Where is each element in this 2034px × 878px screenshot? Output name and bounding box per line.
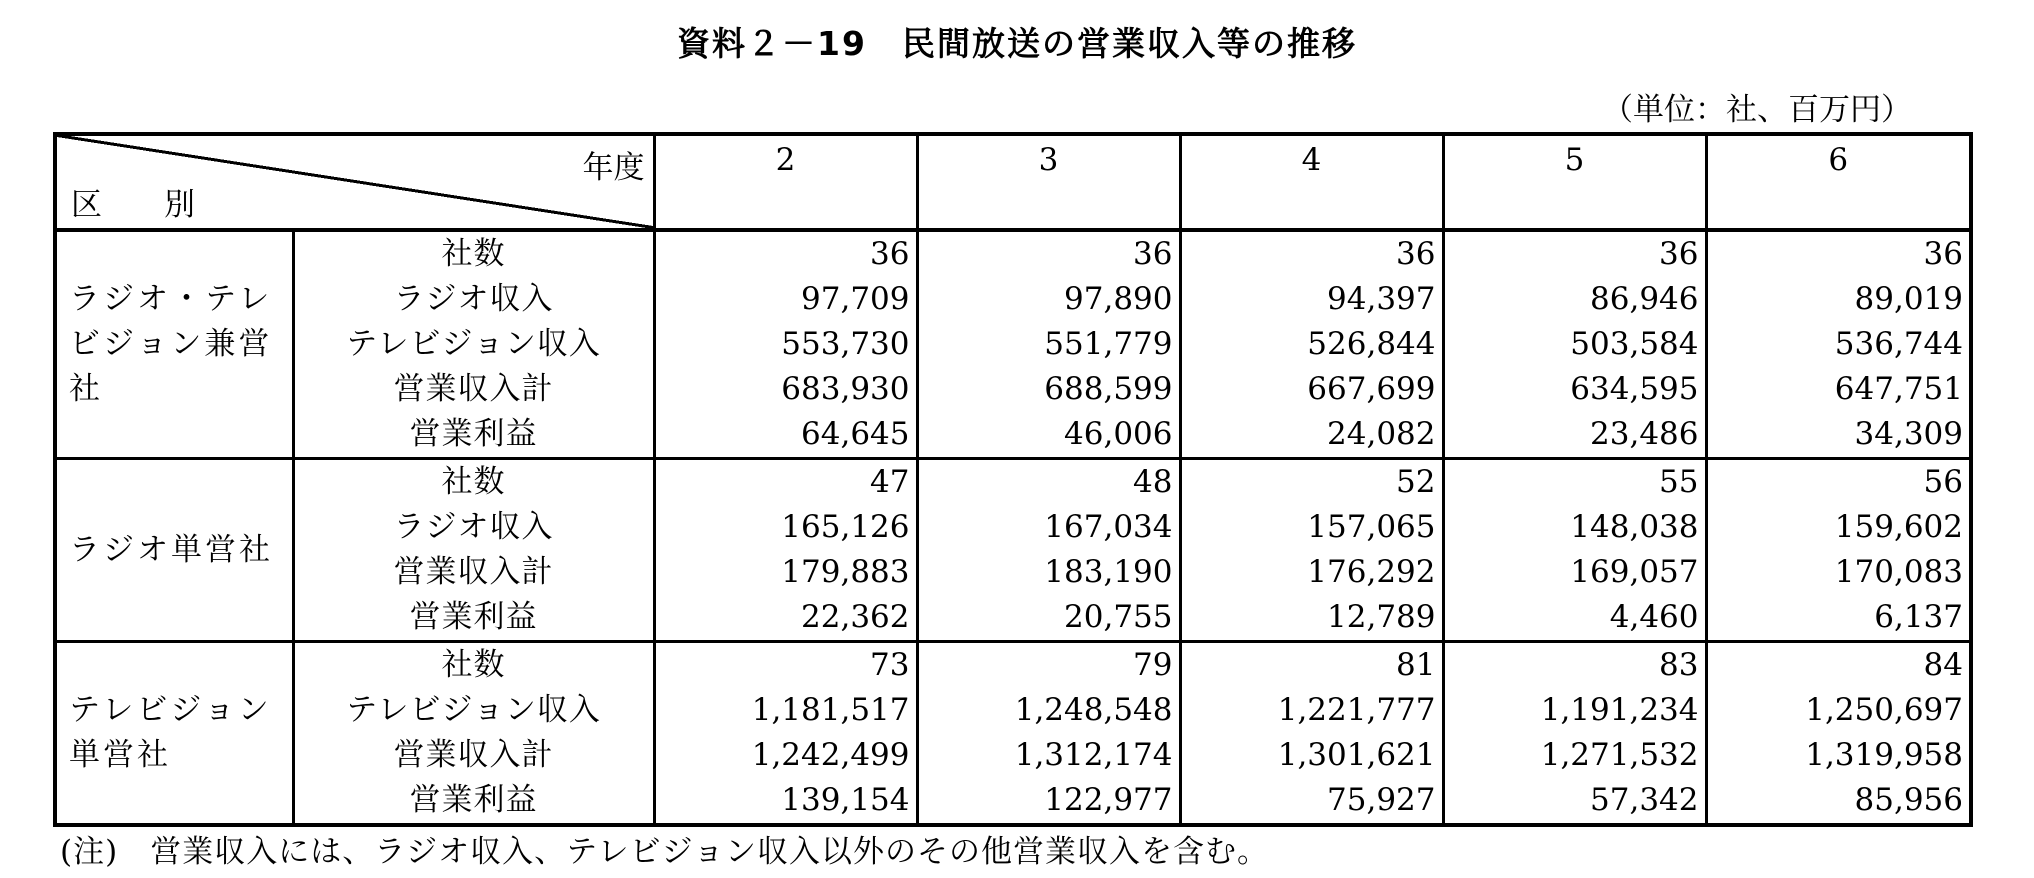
value-cell: 688,599 [917,367,1180,412]
table-row [55,505,1971,550]
header-corner-cell [55,134,654,230]
value-cell: 157,065 [1180,505,1443,550]
header-row [55,134,1971,230]
row-label: 営業収入計 [393,737,554,773]
table-row [55,459,1971,506]
value-cell: 165,126 [654,505,917,550]
value-cell: 46,006 [917,412,1180,459]
unit-label: （単位：社、百万円） [1602,92,1912,128]
year-header: 6 [1706,134,1971,230]
row-label: 営業収入計 [393,371,554,407]
category-header-label: 区 別 [71,187,195,223]
value-cell: 148,038 [1443,505,1706,550]
value-cell: 169,057 [1443,550,1706,595]
table-row [55,778,1971,825]
table-row [55,550,1971,595]
year-header: 3 [917,134,1180,230]
value-cell: 4,460 [1443,595,1706,642]
table-row [55,595,1971,642]
row-label: テレビジョン収入 [346,692,601,728]
value-cell: 139,154 [654,778,917,825]
value-cell: 97,890 [917,277,1180,322]
row-label: 営業利益 [293,412,654,459]
row-label: 社数 [441,464,506,500]
value-cell: 89,019 [1706,277,1971,322]
value-cell: 36 [1443,230,1706,277]
value-cell: 86,946 [1443,277,1706,322]
value-cell: 22,362 [654,595,917,642]
year-header: 2 [654,134,917,230]
value-cell: 170,083 [1706,550,1971,595]
value-cell: 634,595 [1443,367,1706,412]
value-cell: 12,789 [1180,595,1443,642]
value-cell: 81 [1180,642,1443,689]
value-cell: 1,271,532 [1443,733,1706,778]
page-title: 資料２－19 民間放送の営業収入等の推移 [677,24,1357,63]
value-cell: 503,584 [1443,322,1706,367]
value-cell: 526,844 [1180,322,1443,367]
value-cell: 647,751 [1706,367,1971,412]
value-cell: 84 [1706,642,1971,689]
table-row [55,277,1971,322]
row-label: 営業利益 [293,595,654,642]
table-row [55,367,1971,412]
value-cell: 183,190 [917,550,1180,595]
value-cell: 73 [654,642,917,689]
value-cell: 79 [917,642,1180,689]
value-cell: 57,342 [1443,778,1706,825]
table-row [55,322,1971,367]
year-header: 4 [1180,134,1443,230]
value-cell: 24,082 [1180,412,1443,459]
value-cell: 1,221,777 [1180,688,1443,733]
group-label: ラジオ・テレビジョン兼営社 [55,230,293,459]
value-cell: 75,927 [1180,778,1443,825]
value-cell: 1,248,548 [917,688,1180,733]
value-cell: 551,779 [917,322,1180,367]
table-body [55,230,1971,825]
value-cell: 1,312,174 [917,733,1180,778]
value-cell: 36 [1180,230,1443,277]
row-label: ラジオ収入 [393,509,554,545]
value-cell: 1,301,621 [1180,733,1443,778]
table-row [55,230,1971,277]
row-label: 社数 [441,647,506,683]
table-row [55,688,1971,733]
row-label: 社数 [441,236,506,272]
value-cell: 23,486 [1443,412,1706,459]
value-cell: 553,730 [654,322,917,367]
value-cell: 55 [1443,459,1706,506]
value-cell: 56 [1706,459,1971,506]
value-cell: 85,956 [1706,778,1971,825]
value-cell: 64,645 [654,412,917,459]
value-cell: 167,034 [917,505,1180,550]
table-row [55,642,1971,689]
value-cell: 536,744 [1706,322,1971,367]
value-cell: 667,699 [1180,367,1443,412]
value-cell: 36 [654,230,917,277]
value-cell: 20,755 [917,595,1180,642]
value-cell: 36 [1706,230,1971,277]
value-cell: 6,137 [1706,595,1971,642]
group-label: ラジオ単営社 [55,459,293,642]
footnote: (注) 営業収入には、ラジオ収入、テレビジョン収入以外のその他営業収入を含む。 [60,834,1269,870]
table-row [55,733,1971,778]
value-cell: 36 [917,230,1180,277]
value-cell: 1,191,234 [1443,688,1706,733]
group-label: テレビジョン単営社 [55,642,293,826]
table-row [55,412,1971,459]
value-cell: 47 [654,459,917,506]
year-header-label: 年度 [582,150,645,186]
value-cell: 97,709 [654,277,917,322]
value-cell: 1,319,958 [1706,733,1971,778]
row-label: ラジオ収入 [393,281,554,317]
value-cell: 83 [1443,642,1706,689]
value-cell: 94,397 [1180,277,1443,322]
value-cell: 683,930 [654,367,917,412]
value-cell: 179,883 [654,550,917,595]
value-cell: 159,602 [1706,505,1971,550]
row-label: テレビジョン収入 [346,326,601,362]
value-cell: 122,977 [917,778,1180,825]
value-cell: 1,250,697 [1706,688,1971,733]
value-cell: 1,181,517 [654,688,917,733]
revenue-table [53,132,1973,827]
row-label: 営業収入計 [393,554,554,590]
row-label: 営業利益 [293,778,654,825]
year-header: 5 [1443,134,1706,230]
value-cell: 48 [917,459,1180,506]
value-cell: 176,292 [1180,550,1443,595]
value-cell: 1,242,499 [654,733,917,778]
value-cell: 34,309 [1706,412,1971,459]
value-cell: 52 [1180,459,1443,506]
